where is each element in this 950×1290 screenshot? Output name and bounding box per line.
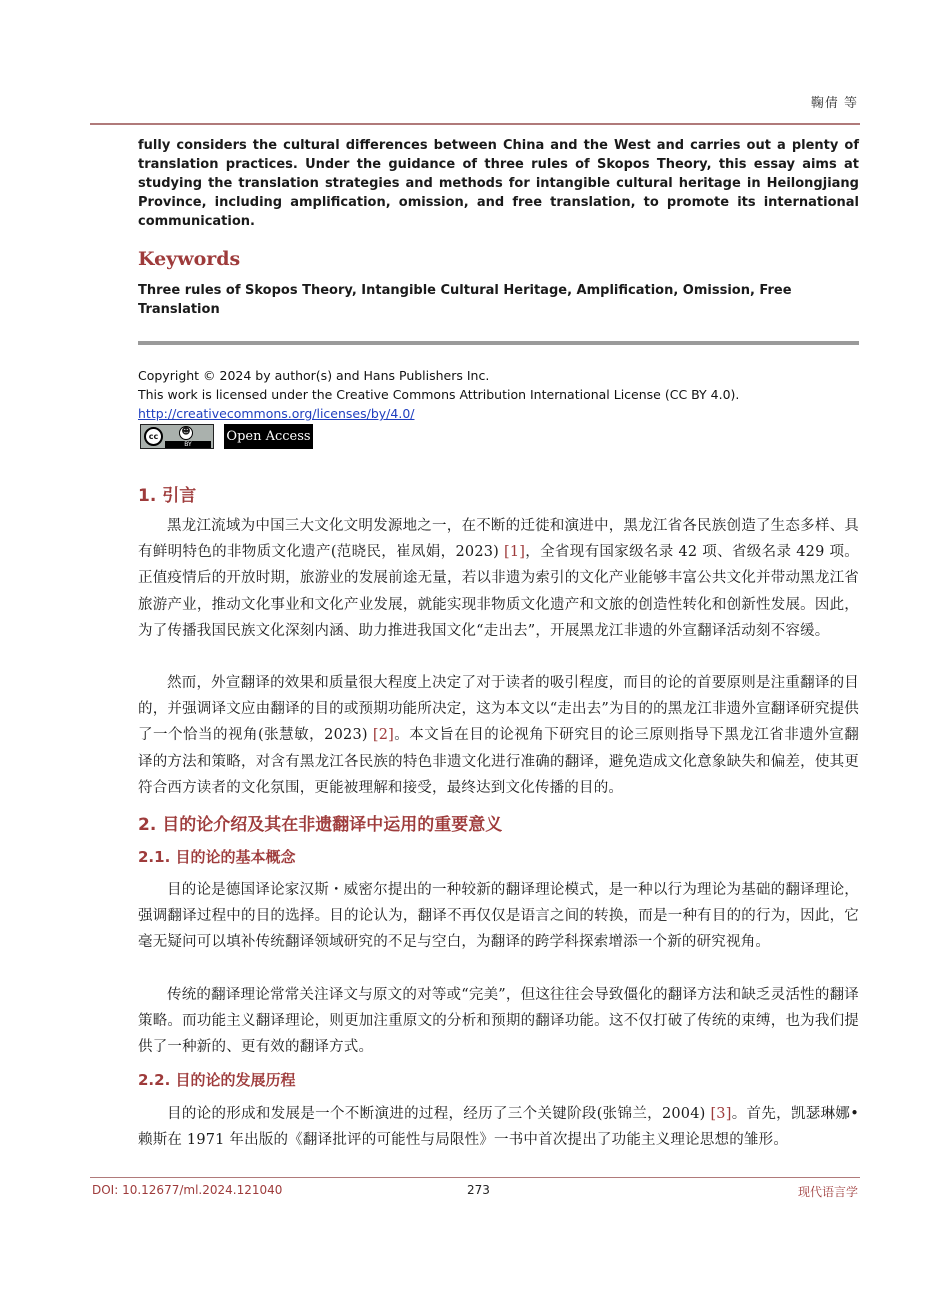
keywords-heading: Keywords: [138, 248, 241, 270]
license-block: [138, 366, 739, 423]
section-2-title: 2. 目的论介绍及其在非遗翻译中运用的重要意义: [138, 815, 503, 835]
citation-link[interactable]: [3]: [710, 1106, 732, 1122]
paragraph-text: ，全省现有国家级名录 42 项、省级名录 429 项。正值疫情后的开放时期，旅游业的发展前途无量，若以非遗为索引的文化产业能够丰富公共文化并带动黑龙江省旅游产业，推动文化事业和文化产业发展，就能实现非物质文化遗产和文旅的创造性转化和创新性发展。因此，为了传播我国民族文化深刻内涵、助力推进我国文化“走出去”，开展黑龙江非遗的外宣翻译活动刻不容缓。: [138, 544, 859, 639]
open-access-badge[interactable]: Open Access: [224, 424, 313, 449]
running-head-authors: 鞠倩 等: [810, 96, 858, 111]
cc-by-badge[interactable]: [140, 424, 214, 449]
footer-rule: [90, 1177, 860, 1178]
footer-doi[interactable]: DOI: 10.12677/ml.2024.121040: [92, 1183, 283, 1197]
copyright-line: Copyright © 2024 by author(s) and Hans Publishers Inc.: [138, 368, 490, 383]
keywords-text: Three rules of Skopos Theory, Intangible Cultural Heritage, Amplification, Omission, Free Translation: [138, 283, 792, 317]
license-line: This work is licensed under the Creative Commons Attribution International License (CC BY 4.0).: [138, 387, 740, 402]
subsection-2-2-paragraph-1: [138, 1101, 859, 1153]
footer-journal: 现代语言学: [797, 1185, 858, 1199]
paragraph-text: 。首先，凯瑟琳娜•赖斯在 1971 年出版的《翻译批评的可能性与局限性》一书中首次提出了功能主义理论思想的雏形。: [138, 1106, 859, 1149]
abstract-text: fully considers the cultural differences between China and the West and carries out a plenty of translation practices. Under the guidance of three rules of Skopos Theory, this essay aims at studying the translation strategies and methods for intangible cultural heritage in Heilongjiang Province, including amplification, omission, and free translation, to promote its international communication.: [138, 138, 859, 229]
header-rule: [90, 123, 860, 125]
cc-icon: cc: [144, 427, 163, 446]
section-1-title: 1. 引言: [138, 486, 197, 506]
page-number: 273: [467, 1183, 490, 1197]
subsection-2-2-title: 2.2. 目的论的发展历程: [138, 1071, 296, 1089]
by-label: BY: [165, 441, 211, 448]
subsection-2-1-title: 2.1. 目的论的基本概念: [138, 848, 296, 866]
license-link[interactable]: http://creativecommons.org/licenses/by/4.0/: [138, 406, 415, 421]
section-divider: [138, 341, 859, 345]
subsection-2-1-paragraph-2: 传统的翻译理论常常关注译文与原文的对等或“完美”，但这往往会导致僵化的翻译方法和缺乏灵活性的翻译策略。而功能主义翻译理论，则更加注重原文的分析和预期的翻译功能。这不仅打破了传统的束缚，也为我们提供了一种新的、更有效的翻译方式。: [138, 987, 859, 1056]
paragraph-text: 黑龙江流域为中国三大文化文明发源地之一，在不断的迁徙和演进中，黑龙江省各民族创造了生态多样、具有鲜明特色的非物质文化遗产(范晓民，崔凤娟，2023): [138, 518, 859, 561]
person-icon: ☻: [179, 426, 193, 440]
subsection-2-1-paragraph-1: 目的论是德国译论家汉斯・威密尔提出的一种较新的翻译理论模式，是一种以行为理论为基础的翻译理论，强调翻译过程中的目的选择。目的论认为，翻译不再仅仅是语言之间的转换，而是一种有目的的行为，因此，它毫无疑问可以填补传统翻译领域研究的不足与空白，为翻译的跨学科探索增添一个新的研究视角。: [138, 882, 859, 951]
citation-link[interactable]: [1]: [503, 544, 526, 561]
section-1-paragraph-1: [138, 513, 859, 644]
paragraph-text: 然而，外宣翻译的效果和质量很大程度上决定了对于读者的吸引程度，而目的论的首要原则是注重翻译的目的，并强调译文应由翻译的目的或预期功能所决定，这为本文以“走出去”为目的的黑龙江非遗外宣翻译研究提供了一个恰当的视角(张慧敏，2023): [138, 675, 859, 744]
paragraph-text: 。本文旨在目的论视角下研究目的论三原则指导下黑龙江省非遗外宣翻译的方法和策略，对含有黑龙江各民族的特色非遗文化进行准确的翻译，避免造成文化意象缺失和偏差，使其更符合西方读者的文化氛围，更能被理解和接受，最终达到文化传播的目的。: [138, 727, 860, 796]
citation-link[interactable]: [2]: [372, 727, 394, 744]
section-1-paragraph-2: [138, 670, 859, 801]
paragraph-text: 目的论的形成和发展是一个不断演进的过程，经历了三个关键阶段(张锦兰，2004): [167, 1106, 711, 1122]
